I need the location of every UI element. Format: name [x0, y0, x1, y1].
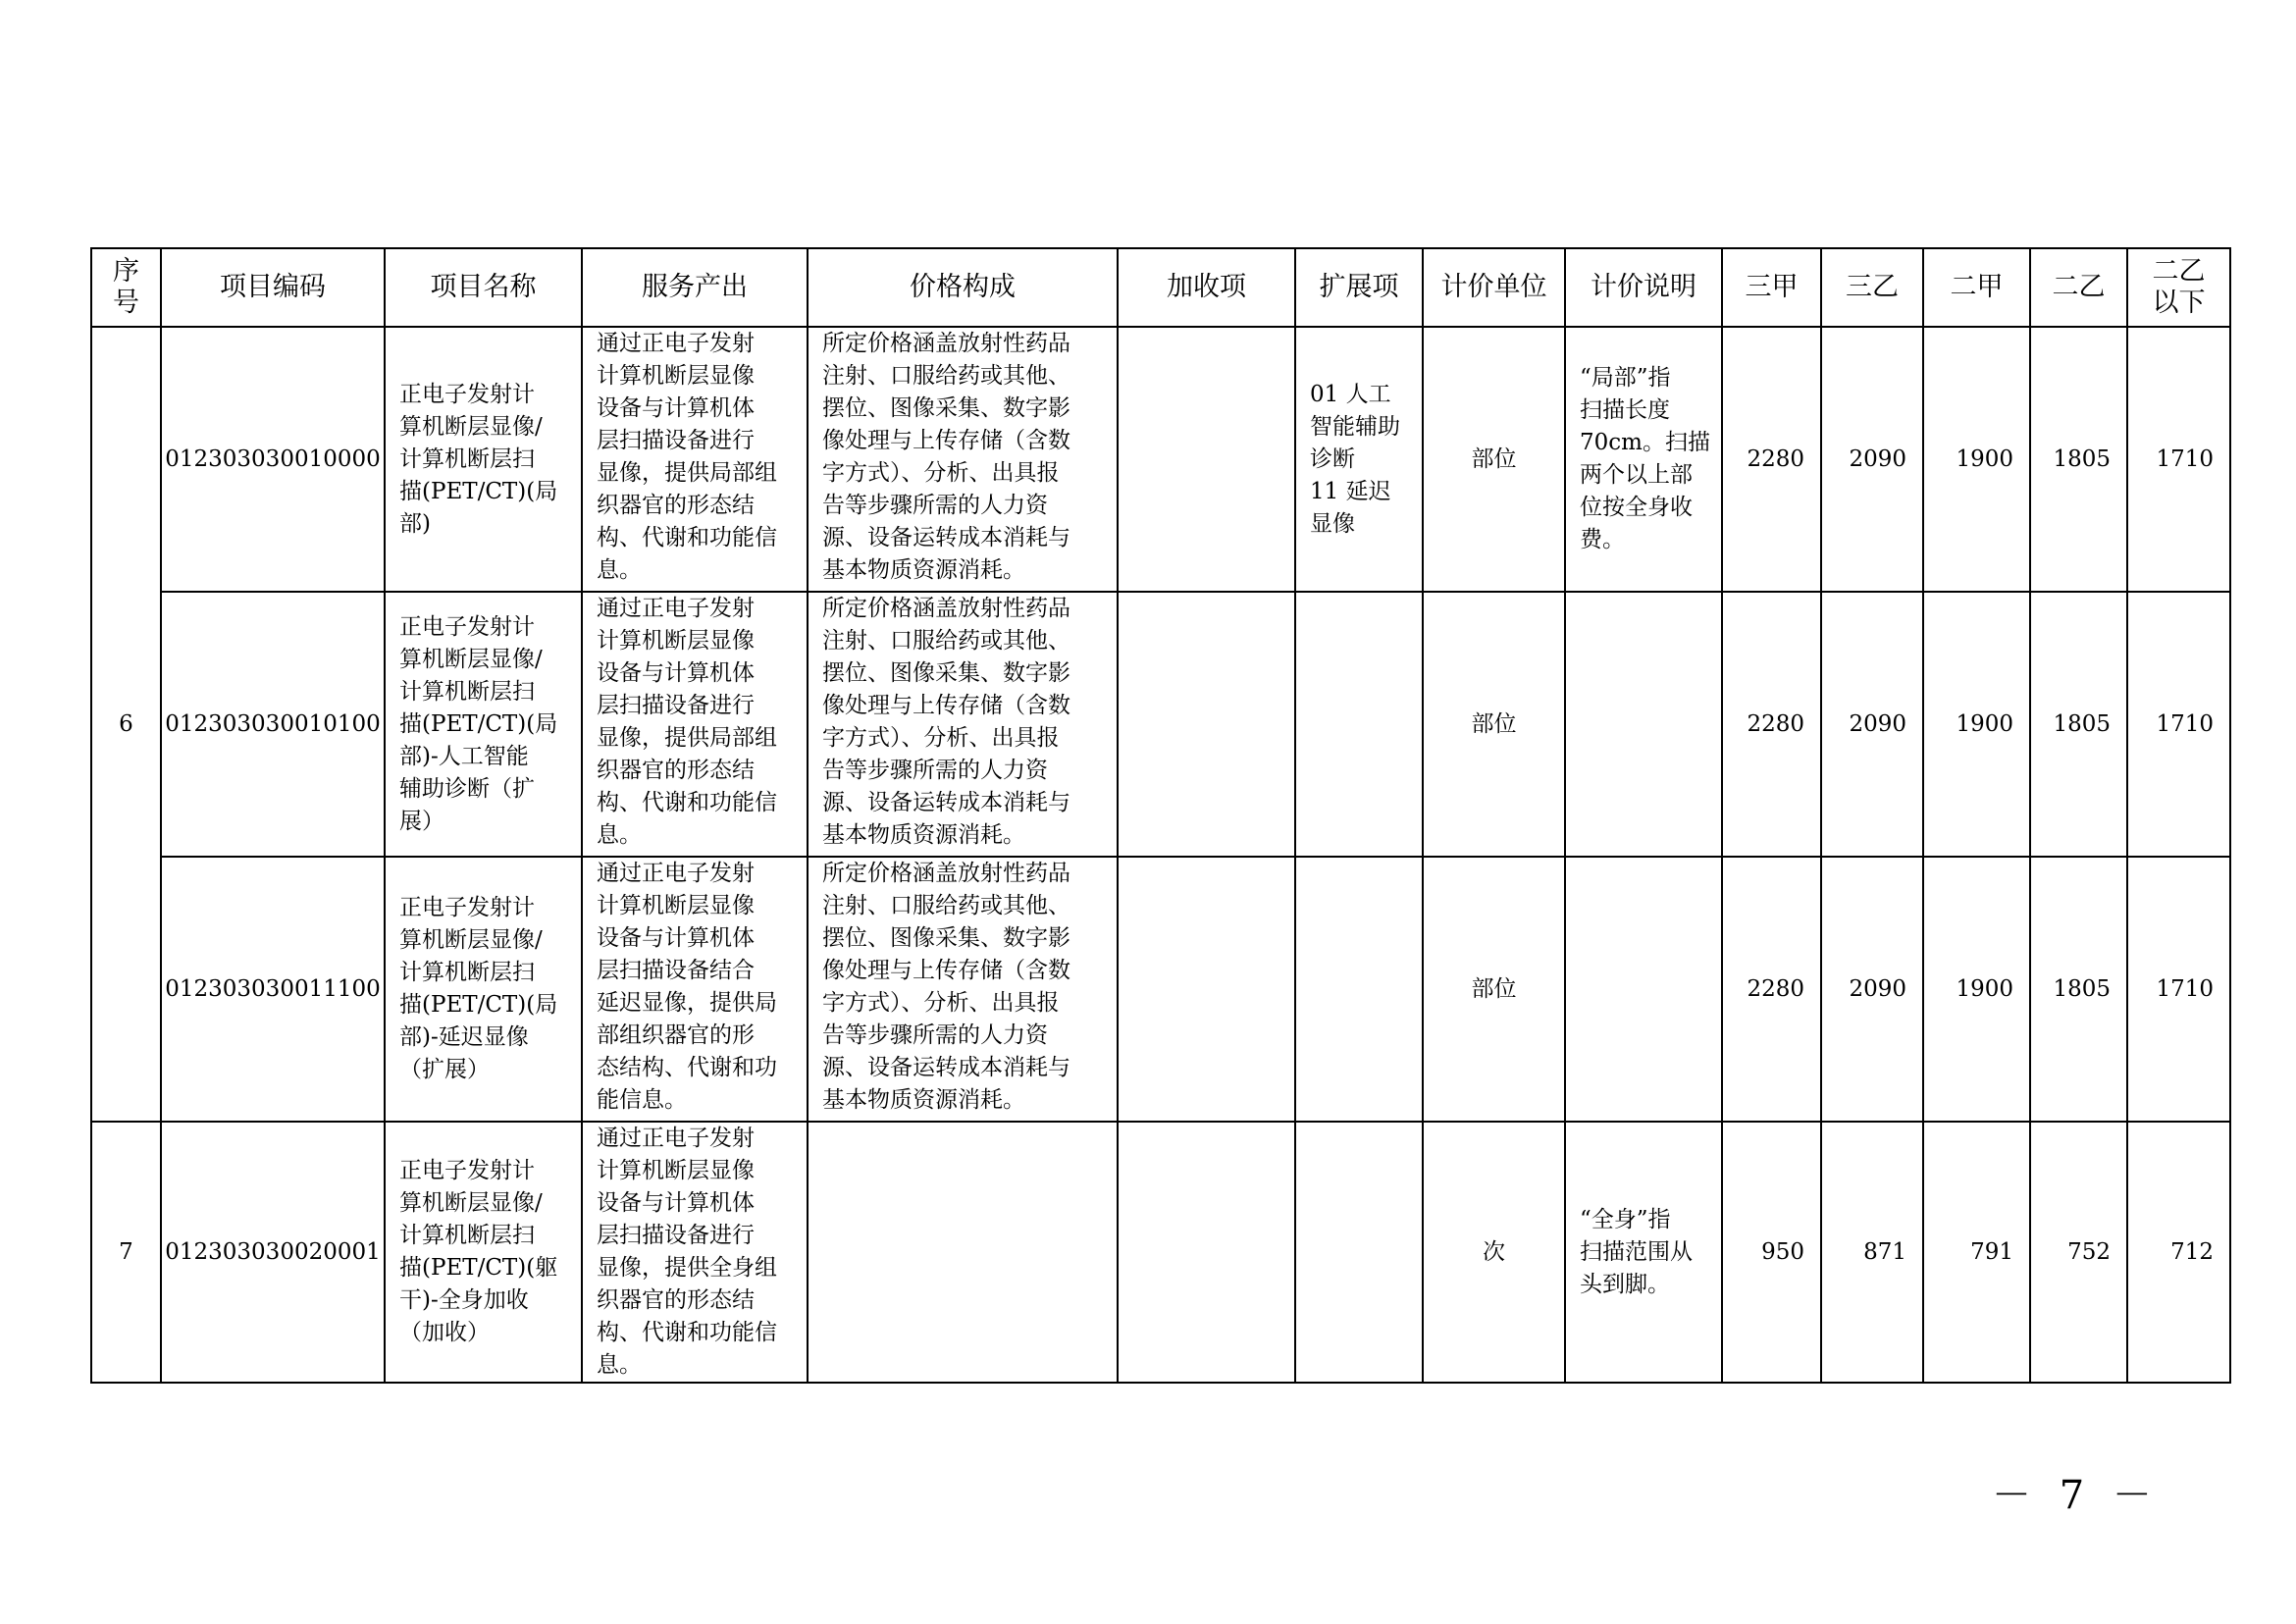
page-number: － 7 － [1992, 1473, 2160, 1518]
cell-code: 012303030010000 [161, 327, 385, 592]
cell-tier-2a: 1900 [1923, 327, 2030, 592]
cell-tier-3b: 871 [1821, 1122, 1923, 1383]
cell-tier-3b: 2090 [1821, 327, 1923, 592]
cell-unit: 部位 [1423, 327, 1565, 592]
header-tier-2b: 二乙 [2030, 248, 2127, 327]
cell-tier-3a: 2280 [1722, 592, 1821, 857]
cell-desc: “全身”指 扫描范围从 头到脚。 [1565, 1122, 1722, 1383]
cell-code: 012303030011100 [161, 857, 385, 1122]
header-extra: 加收项 [1118, 248, 1295, 327]
header-unit: 计价单位 [1423, 248, 1565, 327]
cell-unit: 部位 [1423, 857, 1565, 1122]
cell-tier-2a: 791 [1923, 1122, 2030, 1383]
cell-tier-3b: 2090 [1821, 592, 1923, 857]
header-price-composition: 价格构成 [808, 248, 1118, 327]
header-tier-below-2b: 二乙 以下 [2127, 248, 2230, 327]
header-output: 服务产出 [582, 248, 808, 327]
cell-expand [1295, 592, 1423, 857]
cell-tier-below-2b: 1710 [2127, 857, 2230, 1122]
header-desc: 计价说明 [1565, 248, 1722, 327]
cell-expand [1295, 1122, 1423, 1383]
cell-expand: 01 人工 智能辅助 诊断 11 延迟 显像 [1295, 327, 1423, 592]
table-header-row [91, 248, 2230, 327]
header-tier-3b: 三乙 [1821, 248, 1923, 327]
cell-code: 012303030020001 [161, 1122, 385, 1383]
cell-tier-below-2b: 1710 [2127, 592, 2230, 857]
cell-unit: 次 [1423, 1122, 1565, 1383]
cell-extra [1118, 592, 1295, 857]
cell-price-composition: 所定价格涵盖放射性药品 注射、口服给药或其他、 摆位、图像采集、数字影 像处理与上传存储（含数 字方式）、分析、出具报 告等步骤所需的人力资 源、设备运转成本消耗与 基本物质资源消耗。 [808, 592, 1118, 857]
header-name: 项目名称 [385, 248, 582, 327]
cell-tier-3b: 2090 [1821, 857, 1923, 1122]
cell-tier-below-2b: 712 [2127, 1122, 2230, 1383]
cell-seq: 7 [91, 1122, 161, 1383]
cell-name: 正电子发射计 算机断层显像/ 计算机断层扫 描(PET/CT)(躯 干)-全身加收 （加收） [385, 1122, 582, 1383]
cell-code: 012303030010100 [161, 592, 385, 857]
header-code: 项目编码 [161, 248, 385, 327]
cell-price-composition: 所定价格涵盖放射性药品 注射、口服给药或其他、 摆位、图像采集、数字影 像处理与上传存储（含数 字方式）、分析、出具报 告等步骤所需的人力资 源、设备运转成本消耗与 基本物质资源消耗。 [808, 857, 1118, 1122]
cell-output: 通过正电子发射 计算机断层显像 设备与计算机体 层扫描设备进行 显像，提供局部组 织器官的形态结 构、代谢和功能信 息。 [582, 327, 808, 592]
cell-tier-2a: 1900 [1923, 592, 2030, 857]
cell-seq: 6 [91, 327, 161, 1122]
cell-tier-3a: 2280 [1722, 857, 1821, 1122]
header-seq: 序 号 [91, 248, 161, 327]
cell-unit: 部位 [1423, 592, 1565, 857]
header-expand: 扩展项 [1295, 248, 1423, 327]
cell-output: 通过正电子发射 计算机断层显像 设备与计算机体 层扫描设备结合 延迟显像，提供局 部组织器官的形 态结构、代谢和功 能信息。 [582, 857, 808, 1122]
cell-desc [1565, 857, 1722, 1122]
cell-name: 正电子发射计 算机断层显像/ 计算机断层扫 描(PET/CT)(局 部)-人工智能 辅助诊断（扩 展） [385, 592, 582, 857]
cell-tier-below-2b: 1710 [2127, 327, 2230, 592]
cell-name: 正电子发射计 算机断层显像/ 计算机断层扫 描(PET/CT)(局 部)-延迟显像 （扩展） [385, 857, 582, 1122]
cell-tier-2b: 1805 [2030, 327, 2127, 592]
cell-tier-3a: 950 [1722, 1122, 1821, 1383]
cell-tier-2a: 1900 [1923, 857, 2030, 1122]
price-table [90, 247, 2231, 1384]
table-row [91, 857, 2230, 1122]
cell-tier-3a: 2280 [1722, 327, 1821, 592]
cell-tier-2b: 1805 [2030, 857, 2127, 1122]
cell-price-composition: 所定价格涵盖放射性药品 注射、口服给药或其他、 摆位、图像采集、数字影 像处理与上传存储（含数 字方式）、分析、出具报 告等步骤所需的人力资 源、设备运转成本消耗与 基本物质资源消耗。 [808, 327, 1118, 592]
table-row [91, 1122, 2230, 1383]
table-row [91, 327, 2230, 592]
cell-desc [1565, 592, 1722, 857]
header-tier-2a: 二甲 [1923, 248, 2030, 327]
cell-price-composition [808, 1122, 1118, 1383]
cell-extra [1118, 1122, 1295, 1383]
cell-output: 通过正电子发射 计算机断层显像 设备与计算机体 层扫描设备进行 显像，提供局部组 织器官的形态结 构、代谢和功能信 息。 [582, 592, 808, 857]
cell-tier-2b: 1805 [2030, 592, 2127, 857]
cell-output: 通过正电子发射 计算机断层显像 设备与计算机体 层扫描设备进行 显像，提供全身组 织器官的形态结 构、代谢和功能信 息。 [582, 1122, 808, 1383]
table-row [91, 592, 2230, 857]
cell-expand [1295, 857, 1423, 1122]
cell-tier-2b: 752 [2030, 1122, 2127, 1383]
cell-extra [1118, 327, 1295, 592]
cell-extra [1118, 857, 1295, 1122]
cell-desc: “局部”指 扫描长度 70cm。扫描 两个以上部 位按全身收 费。 [1565, 327, 1722, 592]
cell-name: 正电子发射计 算机断层显像/ 计算机断层扫 描(PET/CT)(局 部) [385, 327, 582, 592]
header-tier-3a: 三甲 [1722, 248, 1821, 327]
